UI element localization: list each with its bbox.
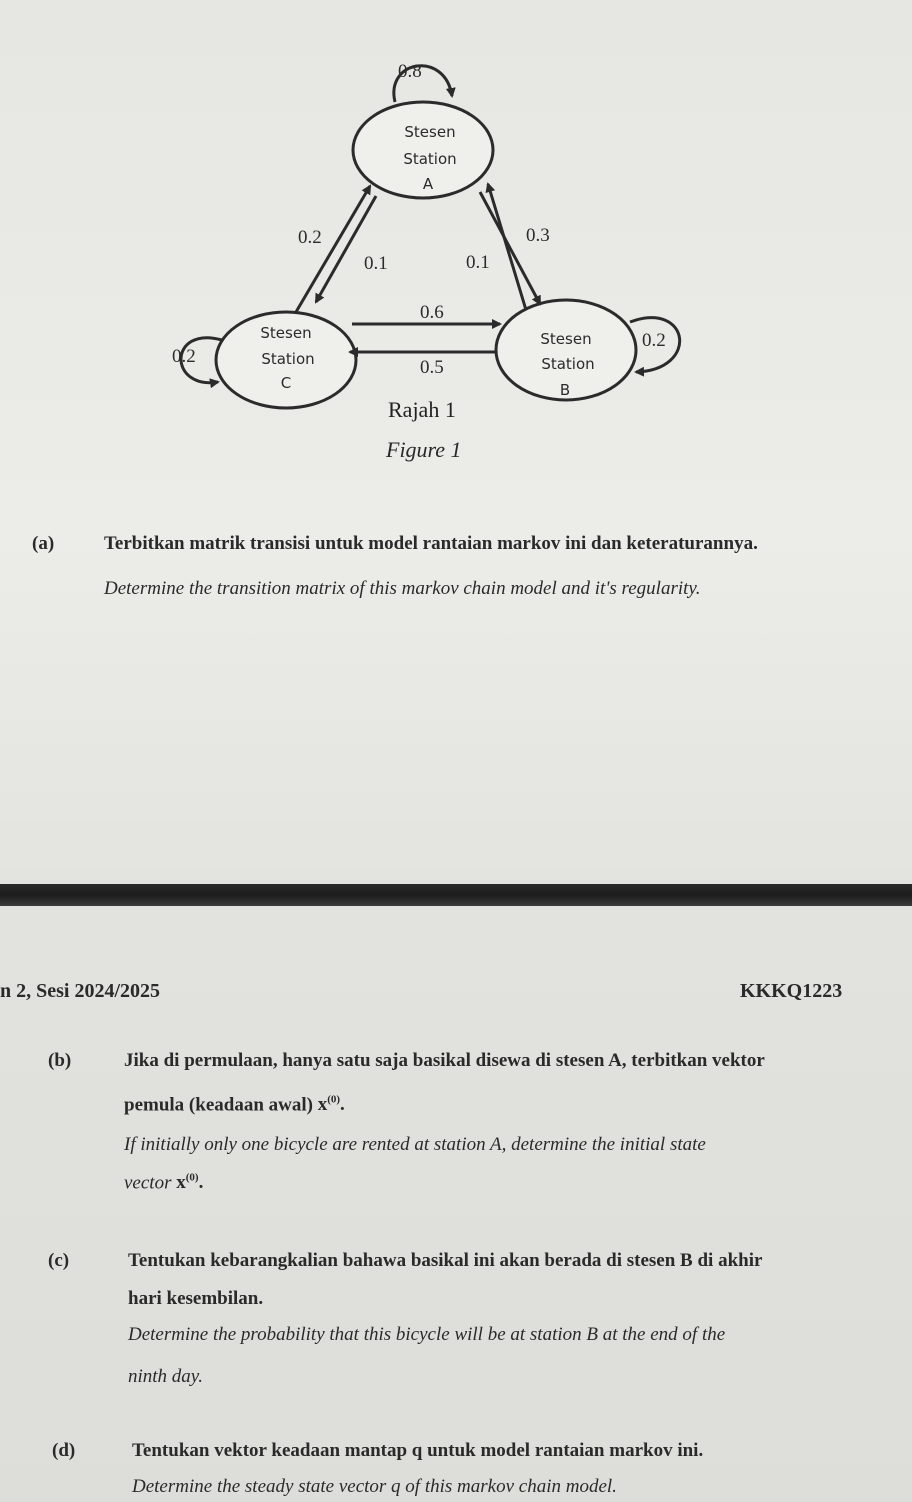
node-station-c bbox=[216, 312, 356, 408]
node-c-line3: C bbox=[280, 374, 292, 392]
node-a-line2: Station bbox=[403, 150, 457, 168]
rajah-label: Rajah 1 bbox=[388, 397, 456, 422]
question-c-label: (c) bbox=[48, 1250, 70, 1271]
page-divider bbox=[0, 884, 912, 906]
prob-bc: 0.5 bbox=[420, 357, 444, 378]
page-header-right: KKKQ1223 bbox=[740, 980, 843, 1002]
arrow-a-to-c bbox=[316, 196, 376, 302]
question-c-english-line1: Determine the probability that this bicycle will be at station B at the end of the bbox=[128, 1324, 726, 1345]
node-b-line3: B bbox=[559, 381, 571, 399]
arrow-b-to-a bbox=[488, 184, 526, 310]
question-b-malay-line1: Jika di permulaan, hanya satu saja basikal disewa di stesen A, terbitkan vektor bbox=[124, 1050, 765, 1071]
prob-cb: 0.6 bbox=[420, 302, 444, 323]
page-header-left: n 2, Sesi 2024/2025 bbox=[0, 980, 161, 1002]
prob-bb: 0.2 bbox=[642, 330, 666, 351]
question-d-label: (d) bbox=[52, 1440, 76, 1461]
prob-ca: 0.1 bbox=[364, 253, 388, 274]
node-c-line2: Station bbox=[261, 350, 315, 368]
arrow-a-to-b bbox=[480, 192, 540, 304]
question-a-english: Determine the transition matrix of this markov chain model and it's regularity. bbox=[104, 578, 701, 599]
question-d-english: Determine the steady state vector q of this markov chain model. bbox=[132, 1476, 617, 1497]
node-station-a bbox=[353, 102, 493, 198]
question-b-malay-line2 bbox=[124, 1094, 345, 1116]
question-b-english-line2-text: vector bbox=[124, 1172, 172, 1194]
figure-caption: Figure 1 bbox=[386, 437, 462, 462]
node-station-b bbox=[496, 300, 636, 400]
node-a-line1: Stesen bbox=[404, 123, 456, 141]
question-b-english-line1: If initially only one bicycle are rented at station A, determine the initial state bbox=[124, 1134, 706, 1155]
question-c-english-line2: ninth day. bbox=[128, 1366, 203, 1387]
question-c-malay-line2: hari kesembilan. bbox=[128, 1288, 264, 1309]
prob-cc: 0.2 bbox=[172, 346, 196, 367]
question-c-malay-line1: Tentukan kebarangkalian bahawa basikal ini akan berada di stesen B di akhir bbox=[128, 1250, 763, 1271]
node-b-line1: Stesen bbox=[540, 330, 592, 348]
prob-aa: 0.8 bbox=[398, 61, 422, 82]
question-d-malay: Tentukan vektor keadaan mantap q untuk model rantaian markov ini. bbox=[132, 1440, 704, 1461]
question-b-malay-line2-text: pemula (keadaan awal) bbox=[124, 1094, 313, 1116]
prob-ba: 0.1 bbox=[466, 252, 490, 273]
prob-ab: 0.3 bbox=[526, 225, 550, 246]
node-a-line3: A bbox=[422, 175, 434, 193]
question-a-label: (a) bbox=[32, 533, 55, 554]
arrow-c-to-a bbox=[296, 186, 370, 312]
node-b-line2: Station bbox=[541, 355, 595, 373]
question-a-malay: Terbitkan matrik transisi untuk model rantaian markov ini dan keteraturannya. bbox=[104, 533, 758, 554]
vector-x0-malay: $x^{(0)}$. bbox=[317, 1094, 345, 1116]
node-c-line1: Stesen bbox=[260, 324, 312, 342]
question-b-label: (b) bbox=[48, 1050, 72, 1071]
markov-diagram bbox=[0, 0, 912, 470]
prob-ac: 0.2 bbox=[298, 227, 322, 248]
vector-x0-english: $x^{(0)}$. bbox=[176, 1172, 204, 1194]
question-b-english-line2 bbox=[124, 1172, 203, 1194]
